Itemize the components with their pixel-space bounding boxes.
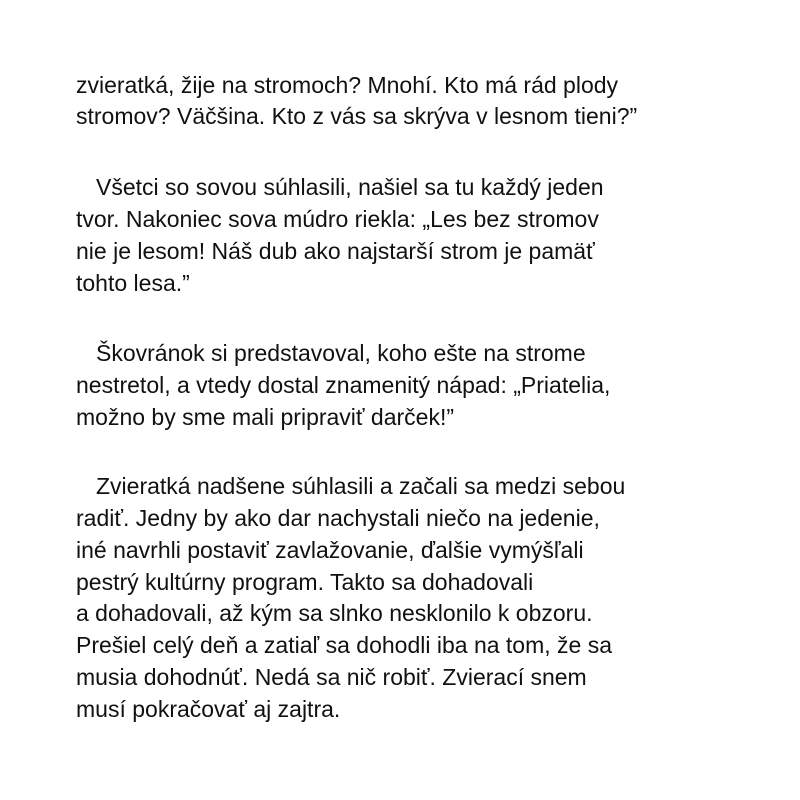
paragraph-4-line-6: Prešiel celý deň a zatiaľ sa dohodli iba na tom, že sa (76, 632, 613, 658)
paragraph-4-line-5: a dohadovali, až kým sa slnko nesklonilo k obzoru. (76, 600, 593, 626)
paragraph-4-line-2: radiť. Jedny by ako dar nachystali niečo na jedenie, (76, 505, 600, 531)
paragraph-3-line-3: možno by sme mali pripraviť darček!” (76, 404, 455, 430)
paragraph-4-line-3: iné navrhli postaviť zavlažovanie, ďalšie vymýšľali (76, 537, 584, 563)
paragraph-1-line-1: zvieratká, žije na stromoch? Mnohí. Kto má rád plody (76, 72, 619, 98)
paragraph-3-line-1: Škovránok si predstavoval, koho ešte na strome (96, 340, 586, 366)
paragraph-2-line-1: Všetci so sovou súhlasili, našiel sa tu každý jeden (96, 174, 604, 200)
paragraph-3-line-2: nestretol, a vtedy dostal znamenitý nápad: „Priatelia, (76, 372, 611, 398)
paragraph-4-line-8: musí pokračovať aj zajtra. (76, 696, 341, 722)
paragraph-4-line-7: musia dohodnúť. Nedá sa nič robiť. Zvierací snem (76, 664, 587, 690)
paragraph-2-line-4: tohto lesa.” (76, 270, 190, 296)
paragraph-1-line-2: stromov? Väčšina. Kto z vás sa skrýva v lesnom tieni?” (76, 103, 638, 129)
paragraph-2-line-2: tvor. Nakoniec sova múdro riekla: „Les bez stromov (76, 206, 599, 232)
paragraph-2-line-3: nie je lesom! Náš dub ako najstarší strom je pamäť (76, 238, 595, 264)
paragraph-4-line-1: Zvieratká nadšene súhlasili a začali sa medzi sebou (96, 473, 626, 499)
paragraph-4-line-4: pestrý kultúrny program. Takto sa dohadovali (76, 569, 534, 595)
